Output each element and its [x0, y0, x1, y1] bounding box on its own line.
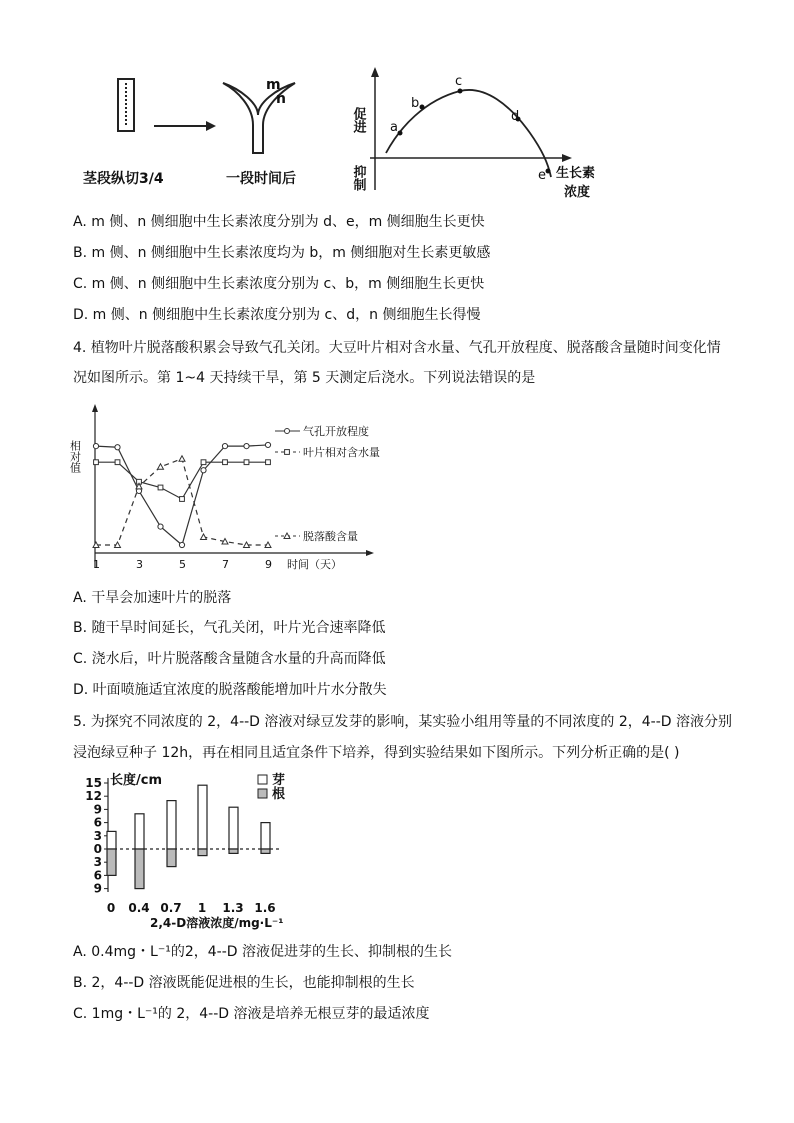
q5-bar-root [198, 849, 207, 856]
q5-bar-root [107, 849, 116, 875]
q4-point [244, 460, 249, 465]
left-caption: 茎段纵切3/4 [83, 171, 164, 187]
q5-bar-root [261, 849, 270, 853]
q4-point [222, 444, 227, 449]
q5-x-tick: 1.3 [222, 901, 244, 915]
q5-x-tick: 1 [197, 901, 207, 915]
q4-point [158, 485, 163, 490]
x-axis-arrow [562, 154, 572, 162]
q4-point [115, 445, 120, 450]
q3-option-d: D. m 侧、n 侧细胞中生长素浓度分别为 c、d，n 侧细胞生长得慢 [73, 307, 481, 323]
q5-y-tick: 3 [93, 828, 102, 843]
label-n: n [276, 91, 286, 107]
point-e [546, 169, 551, 174]
q5-legend-root: 根 [272, 787, 286, 802]
q5-option-a: A. 0.4mg・L⁻¹的2，4--D 溶液促进芽的生长、抑制根的生长 [73, 944, 452, 960]
q4-chart-svg [70, 398, 410, 578]
q4-point [179, 542, 184, 547]
q5-y-tick: 0 [93, 842, 102, 856]
q4-option-a: A. 干旱会加速叶片的脱落 [73, 590, 232, 606]
q4-point [180, 497, 185, 502]
q5-y-tick: 3 [93, 855, 102, 870]
q5-bar-bud [107, 831, 116, 849]
q5-bar-bud [198, 785, 207, 849]
q5-bar-bud [167, 801, 176, 849]
point-a [398, 131, 403, 136]
q4-point [266, 460, 271, 465]
q4-point [93, 444, 98, 449]
q4-x-tick: 7 [222, 558, 229, 571]
q5-y-tick: 15 [85, 776, 102, 790]
q5-x-tick: 1.6 [254, 901, 276, 915]
q4-legend-label: 叶片相对含水量 [303, 446, 380, 459]
x-label-line1: 生长素 [556, 166, 596, 181]
label-d: d [511, 109, 520, 124]
q5-bar-bud [261, 823, 270, 849]
q4-stem-line1: 4. 植物叶片脱落酸积累会导致气孔关闭。大豆叶片相对含水量、气孔开放程度、脱落酸含量随时间变化情 [73, 340, 721, 356]
q4-point [158, 524, 163, 529]
x-label-line2: 浓度 [564, 185, 591, 200]
q5-y-tick: 9 [93, 881, 102, 896]
arrow-head [206, 121, 216, 131]
q3-option-c: C. m 侧、n 侧细胞中生长素浓度分别为 c、b，m 侧细胞生长更快 [73, 276, 485, 292]
q5-bar-root [167, 849, 176, 867]
figure-1-svg [70, 55, 630, 205]
q4-option-b: B. 随干旱时间延长，气孔关闭，叶片光合速率降低 [73, 620, 386, 636]
q3-option-b: B. m 侧、n 侧细胞中生长素浓度均为 b，m 侧细胞对生长素更敏感 [73, 245, 491, 261]
q4-point [201, 468, 206, 473]
q5-y-tick: 12 [85, 789, 102, 804]
figure-1 [70, 55, 630, 205]
q5-title: 长度/cm [110, 773, 163, 788]
label-c: c [455, 74, 463, 89]
q5-option-c: C. 1mg・L⁻¹的 2，4--D 溶液是培养无根豆芽的最适浓度 [73, 1006, 430, 1022]
q3-option-a: A. m 侧、n 侧细胞中生长素浓度分别为 d、e，m 侧细胞生长更快 [73, 214, 485, 230]
q5-bar-bud [229, 807, 238, 849]
label-e: e [538, 168, 546, 183]
q5-x-tick: 0 [106, 901, 116, 915]
q5-legend-swatch-root [258, 789, 267, 798]
label-b: b [411, 96, 420, 111]
q4-x-tick: 5 [179, 558, 186, 571]
label-a: a [390, 120, 398, 135]
q5-chart [72, 770, 302, 930]
q5-y-tick: 6 [93, 868, 102, 883]
q5-y-tick: 9 [93, 802, 102, 817]
q4-series-line-2 [96, 462, 268, 499]
q4-point [201, 534, 207, 540]
q4-point [94, 460, 99, 465]
q4-chart [70, 398, 410, 578]
point-b [420, 105, 425, 110]
q4-y-label: 相对值 [68, 440, 82, 473]
q4-x-tick: 1 [93, 558, 100, 571]
q5-option-b: B. 2，4--D 溶液既能促进根的生长，也能抑制根的生长 [73, 975, 415, 991]
q5-chart-svg [72, 770, 302, 930]
q4-point [244, 444, 249, 449]
q5-bar-root [135, 849, 144, 889]
q4-option-c: C. 浇水后，叶片脱落酸含量随含水量的升高而降低 [73, 651, 386, 667]
y-label-inhibit: 抑制 [350, 165, 366, 191]
q4-x-tick: 3 [136, 558, 143, 571]
label-m: m [266, 77, 281, 93]
q4-option-d: D. 叶面喷施适宜浓度的脱落酸能增加叶片水分散失 [73, 682, 387, 698]
q4-point [223, 460, 228, 465]
point-c [458, 89, 463, 94]
q4-point [265, 442, 270, 447]
q4-legend-marker [285, 450, 290, 455]
q5-stem-line2: 浸泡绿豆种子 12h，再在相同且适宜条件下培养，得到实验结果如下图所示。下列分析正确的是( ) [73, 745, 680, 761]
q5-bar-root [229, 849, 238, 853]
q4-x-label: 时间（天） [287, 558, 342, 571]
y-label-promote: 促进 [350, 107, 366, 133]
q4-x-tick: 9 [265, 558, 272, 571]
q5-legend-swatch-bud [258, 775, 267, 784]
q4-point [115, 460, 120, 465]
right-caption: 一段时间后 [226, 171, 296, 187]
q5-bar-bud [135, 814, 144, 849]
y-axis-arrow [371, 67, 379, 77]
q4-legend-label: 气孔开放程度 [303, 425, 369, 438]
q5-x-label: 2,4-D溶液浓度/mg·L⁻¹ [150, 916, 284, 930]
q5-x-tick: 0.7 [160, 901, 182, 915]
q4-legend-label: 脱落酸含量 [303, 530, 358, 543]
q4-point [201, 460, 206, 465]
q4-point [158, 464, 164, 470]
q5-legend-bud: 芽 [272, 773, 286, 788]
q5-x-tick: 0.4 [128, 901, 150, 915]
q5-y-tick: 6 [93, 815, 102, 830]
q5-stem-line1: 5. 为探究不同浓度的 2，4--D 溶液对绿豆发芽的影响，某实验小组用等量的不同浓度的 2，4--D 溶液分别 [73, 714, 733, 730]
q4-point [179, 456, 185, 462]
q4-stem-line2: 况如图所示。第 1~4 天持续干旱，第 5 天测定后浇水。下列说法错误的是 [73, 370, 536, 386]
q4-legend-marker [285, 429, 290, 434]
